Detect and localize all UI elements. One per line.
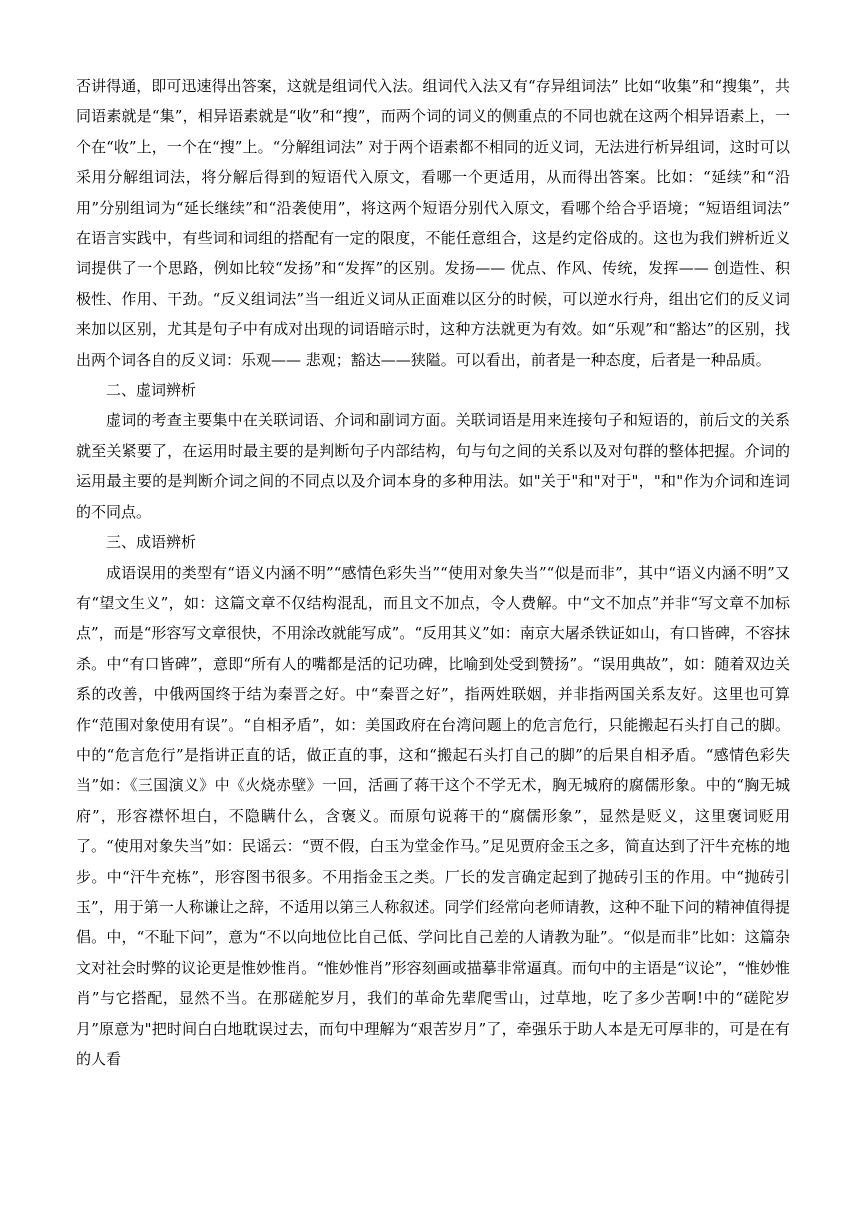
section-heading-idioms: 三、成语辨析	[106, 533, 197, 552]
document-page	[76, 71, 790, 1074]
paragraph-function-words: 虚词的考查主要集中在关联词语、介词和副词方面。关联词语是用来连接句子和短语的，前后文的关系就至关紧要了，在运用时最主要的是判断句子内部结构，句与句之间的关系以及对句群的整体把握。介词的运用最主要的是判断介词之间的不同点以及介词本身的多种用法。如"关于"和"对于"，"和"作为介词和连词的不同点。	[76, 411, 790, 521]
paragraph-combination-substitution: 否讲得通，即可迅速得出答案，这就是组词代入法。组词代入法又有“存异组词法” 比如“收集”和“搜集”，共同语素就是“集”，相异语素就是“收”和“搜”，而两个词的词义的侧重点的不同也就在这两个相异语素上，一个在“收”上，一个在“搜”上。“分解组词法” 对于两个语素都不相同的近义词，无法进行析异组词，这时可以采用分解组词法，将分解后得到的短语代入原文，看哪一个更适用，从而得出答案。比如：“延续”和“沿用”分别组词为“延长继续”和“沿袭使用”，将这两个短语分别代入原文，看哪个给合乎语境；“短语组词法” 在语言实践中，有些词和词组的搭配有一定的限度，不能任意组合，这是约定俗成的。这也为我们辨析近义词提供了一个思路，例如比较“发扬”和“发挥”的区别。发扬—— 优点、作风、传统，发挥—— 创造性、积极性、作用、干劲。“反义组词法”当一组近义词从正面难以区分的时候，可以逆水行舟，组出它们的反义词来加以区别，尤其是句子中有成对出现的词语暗示时，这种方法就更为有效。如“乐观”和“豁达”的区别，找出两个词各自的反义词：乐观—— 悲观；豁达——狭隘。可以看出，前者是一种态度，后者是一种品质。	[76, 77, 790, 369]
paragraph-idioms: 成语误用的类型有“语义内涵不明”“感情色彩失当”“使用对象失当”“似是而非”，其中“语义内涵不明”又有“望文生义”，如：这篇文章不仅结构混乱，而且文不加点，令人费解。中“文不加点”并非“写文章不加标点”，而是“形容写文章很快，不用涂改就能写成”。“反用其义”如：南京大屠杀铁证如山，有口皆碑，不容抹杀。中“有口皆碑”，意即“所有人的嘴都是活的记功碑，比喻到处受到赞扬”。“误用典故”，如：随着双边关系的改善，中俄两国终于结为秦晋之好。中“秦晋之好”，指两姓联姻，并非指两国关系友好。这里也可算作“范围对象使用有误”。“自相矛盾”，如：美国政府在台湾问题上的危言危行，只能搬起石头打自己的脚。中的“危言危行”是指讲正直的话，做正直的事，这和“搬起石头打自己的脚”的后果自相矛盾。“感情色彩失当”如：《三国演义》中《火烧赤壁》一回，活画了蒋干这个不学无术，胸无城府的腐儒形象。中的“胸无城府”，形容襟怀坦白，不隐瞒什么，含褒义。而原句说蒋干的“腐儒形象”，显然是贬义，这里褒词贬用了。“使用对象失当”如：民谣云：“贾不假，白玉为堂金作马。”足见贾府金玉之多，简直达到了汗牛充栋的地步。中“汗牛充栋”，形容图书很多。不用指金玉之类。厂长的发言确定起到了抛砖引玉的作用。中“抛砖引玉”，用于第一人称谦让之辞，不适用以第三人称叙述。同学们经常向老师请教，这种不耻下问的精神值得提倡。中，“不耻下问”，意为“不以向地位比自己低、学问比自己差的人请教为耻”。“似是而非”比如：这篇杂文对社会时弊的议论更是惟妙惟肖。“惟妙惟肖”形容刻画或描摹非常逼真。而句中的主语是“议论”，“惟妙惟肖”与它搭配，显然不当。在那磋舵岁月，我们的革命先辈爬雪山，过草地，吃了多少苦啊!中的“磋陀岁月”原意为"把时间白白地耽误过去，而句中理解为“艰苦岁月”了，牵强乐于助人本是无可厚非的，可是在有的人看	[76, 563, 790, 1068]
section-heading-function-words: 二、虚词辨析	[106, 381, 197, 400]
